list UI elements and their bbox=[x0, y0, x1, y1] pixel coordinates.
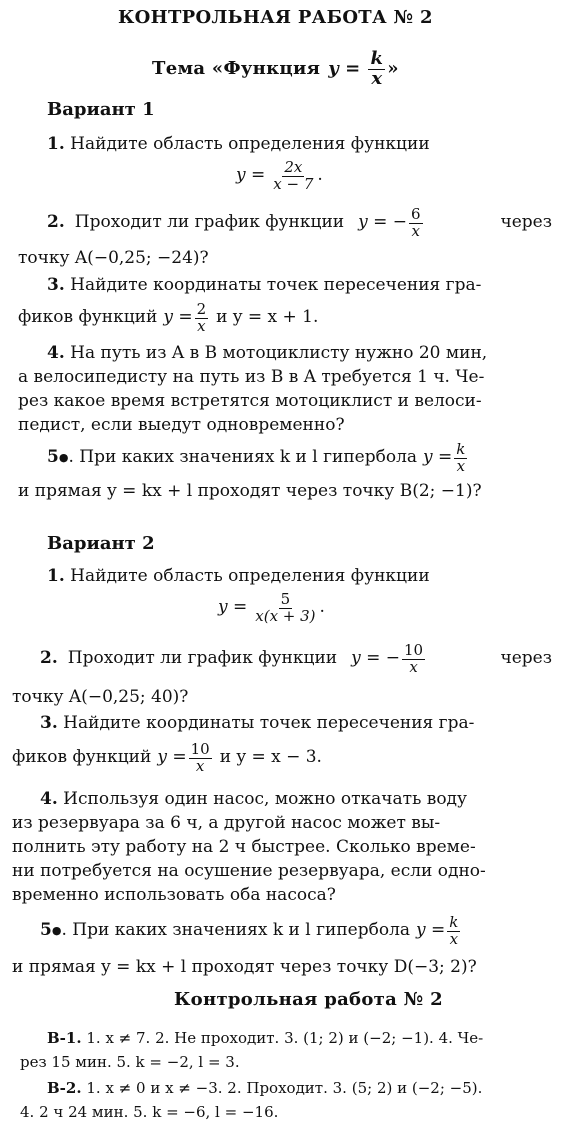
v2-task2-text-b: через bbox=[500, 648, 552, 669]
v1-task3-fraction bbox=[195, 302, 209, 335]
v2-task5-lhs: y = bbox=[416, 920, 446, 941]
v2-task3-number: 3. bbox=[40, 713, 58, 733]
v1-task5-frac-den: x bbox=[456, 456, 466, 475]
v2-task3-frac-den: x bbox=[195, 756, 205, 775]
v2-task1-frac-den: x(x + 3) bbox=[255, 606, 316, 625]
v1-task3-line2-a: фиков функций bbox=[18, 307, 158, 328]
v1-task1-formula bbox=[236, 160, 323, 193]
theme-eq: = bbox=[345, 58, 361, 80]
theme-fraction bbox=[368, 50, 385, 89]
v2-task2-fraction bbox=[402, 643, 425, 676]
v1-task3-line1-text: Найдите координаты точек пересечения гра- bbox=[70, 275, 482, 295]
v2-task3-line1 bbox=[40, 714, 552, 734]
v2-task4-line1-text: Используя один насос, можно откачать воду bbox=[63, 789, 468, 809]
v2-task2-text-a: Проходит ли график функции bbox=[67, 648, 338, 669]
v2-task5-text-a: . При каких значениях k и l гипербола bbox=[61, 920, 411, 941]
v1-task5-number: 5 bbox=[47, 447, 59, 468]
v2-task5-bullet-icon: ● bbox=[51, 923, 62, 937]
v1-task5-text-a: . При каких значениях k и l гипербола bbox=[68, 447, 418, 468]
v1-task1 bbox=[47, 135, 430, 155]
v2-task4-line4: ни потребуется на осушение резервуара, если одно- bbox=[12, 861, 486, 881]
v1-task3-frac-den: x bbox=[197, 316, 206, 335]
v1-task2-text-a: Проходит ли график функции bbox=[74, 212, 345, 233]
v2-task3-line2-a: фиков функций bbox=[12, 747, 152, 768]
theme-frac-num: k bbox=[370, 48, 384, 69]
v1-task3-line1 bbox=[47, 276, 552, 296]
v2-task1-frac-num: 5 bbox=[280, 590, 291, 608]
v2-task1-formula-lhs: y = bbox=[218, 597, 248, 618]
v1-task1-frac-den: x − 7 bbox=[273, 174, 314, 193]
v2-task3-fraction bbox=[189, 742, 212, 775]
v2-task4-line1 bbox=[40, 790, 467, 810]
v1-task3-lhs: y = bbox=[163, 307, 193, 328]
v2-task2-number: 2. bbox=[40, 648, 58, 669]
v2-task1-fraction bbox=[253, 592, 317, 625]
v1-task5-line1 bbox=[47, 442, 469, 475]
v1-task4-line2: а велосипедисту на путь из B в A требуется 1 ч. Че- bbox=[18, 367, 485, 387]
v2-task5-fraction bbox=[447, 915, 460, 948]
answers-heading: Контрольная работа № 2 bbox=[174, 989, 443, 1010]
answers-v1-line1 bbox=[47, 1030, 483, 1047]
page-title: КОНТРОЛЬНАЯ РАБОТА № 2 bbox=[118, 7, 433, 28]
variant1-heading: Вариант 1 bbox=[47, 99, 155, 120]
v2-task1-text: Найдите область определения функции bbox=[70, 566, 430, 586]
v1-task3-line2-b: и y = x + 1. bbox=[216, 307, 319, 328]
v1-task2-line1 bbox=[47, 207, 552, 240]
v1-task5-line2: и прямая y = kx + l проходят через точку B(2; −1)? bbox=[18, 481, 482, 501]
answers-v2-label: В-2. bbox=[47, 1079, 82, 1097]
v2-task4-line3: полнить эту работу на 2 ч быстрее. Сколько време- bbox=[12, 837, 476, 857]
v1-task5-fraction bbox=[454, 442, 467, 475]
variant2-heading: Вариант 2 bbox=[47, 533, 155, 554]
v1-task4-line3: рез какое время встретятся мотоциклист и велоси- bbox=[18, 391, 482, 411]
v1-task3-line2 bbox=[18, 302, 318, 335]
v2-task3-line1-text: Найдите координаты точек пересечения гра- bbox=[63, 713, 475, 733]
v1-task2-frac-den: x bbox=[411, 221, 421, 240]
theme-prefix: Тема «Функция bbox=[152, 58, 321, 80]
v2-task4-number: 4. bbox=[40, 789, 58, 809]
v1-task5-lhs: y = bbox=[423, 447, 453, 468]
v1-task1-frac-num: 2x bbox=[284, 158, 303, 176]
v1-task3-frac-num: 2 bbox=[196, 300, 207, 318]
v2-task1-formula-end: . bbox=[319, 597, 325, 618]
v1-task4-line4: педист, если выедут одновременно? bbox=[18, 415, 345, 435]
v1-task2-number: 2. bbox=[47, 212, 65, 233]
v1-task5-bullet-icon: ● bbox=[58, 450, 69, 464]
v2-task2-line2: точку A(−0,25; 40)? bbox=[12, 687, 189, 707]
v1-task3-number: 3. bbox=[47, 275, 65, 295]
answers-v1-line2: рез 15 мин. 5. k = −2, l = 3. bbox=[20, 1053, 240, 1071]
v2-task2-frac-den: x bbox=[409, 657, 418, 676]
theme-line bbox=[152, 50, 399, 89]
theme-frac-den: x bbox=[371, 67, 383, 89]
answers-v2-line1 bbox=[47, 1080, 482, 1097]
v1-task4-line1-text: На путь из A в B мотоциклисту нужно 20 мин, bbox=[70, 343, 488, 363]
answers-v2-text1: 1. x ≠ 0 и x ≠ −3. 2. Проходит. 3. (5; 2) и (−2; −5). bbox=[86, 1079, 483, 1097]
v2-task3-frac-num: 10 bbox=[190, 740, 210, 758]
v2-task2-frac-num: 10 bbox=[404, 641, 424, 659]
v2-task2-line1 bbox=[40, 643, 552, 676]
v1-task1-formula-end: . bbox=[317, 165, 323, 186]
v2-task3-lhs: y = bbox=[157, 747, 187, 768]
v2-task5-number: 5 bbox=[40, 920, 52, 941]
v2-task1 bbox=[47, 567, 430, 587]
v1-task1-fraction bbox=[271, 160, 315, 193]
v2-task2-lhs: y = − bbox=[351, 648, 401, 669]
v2-task4-line5: временно использовать оба насоса? bbox=[12, 885, 336, 905]
v2-task5-frac-den: x bbox=[449, 929, 459, 948]
answers-v1-label: В-1. bbox=[47, 1029, 82, 1047]
v2-task3-line2 bbox=[12, 742, 322, 775]
v2-task4-line2: из резервуара за 6 ч, а другой насос может вы- bbox=[12, 813, 441, 833]
v1-task5-frac-num: k bbox=[456, 440, 466, 458]
v1-task2-lhs: y = − bbox=[358, 212, 408, 233]
answers-v1-text1: 1. x ≠ 7. 2. Не проходит. 3. (1; 2) и (−2; −1). 4. Че- bbox=[86, 1029, 484, 1047]
v2-task3-line2-b: и y = x − 3. bbox=[219, 747, 322, 768]
theme-y: y bbox=[328, 58, 340, 80]
v2-task1-number: 1. bbox=[47, 566, 65, 586]
v1-task4-number: 4. bbox=[47, 343, 65, 363]
theme-suffix: » bbox=[387, 58, 399, 80]
v1-task1-number: 1. bbox=[47, 134, 65, 154]
v1-task2-frac-num: 6 bbox=[411, 205, 421, 223]
v1-task1-text: Найдите область определения функции bbox=[70, 134, 430, 154]
v1-task1-formula-lhs: y = bbox=[236, 165, 266, 186]
v2-task5-line2: и прямая y = kx + l проходят через точку D(−3; 2)? bbox=[12, 957, 477, 977]
answers-v2-line2: 4. 2 ч 24 мин. 5. k = −6, l = −16. bbox=[20, 1103, 279, 1121]
v2-task5-frac-num: k bbox=[449, 913, 459, 931]
v1-task4-line1 bbox=[47, 344, 487, 364]
v1-task2-line2: точку A(−0,25; −24)? bbox=[18, 248, 209, 268]
v2-task5-line1 bbox=[40, 915, 462, 948]
v1-task2-text-b: через bbox=[500, 212, 552, 233]
v1-task2-fraction bbox=[409, 207, 423, 240]
v2-task1-formula bbox=[218, 592, 325, 625]
